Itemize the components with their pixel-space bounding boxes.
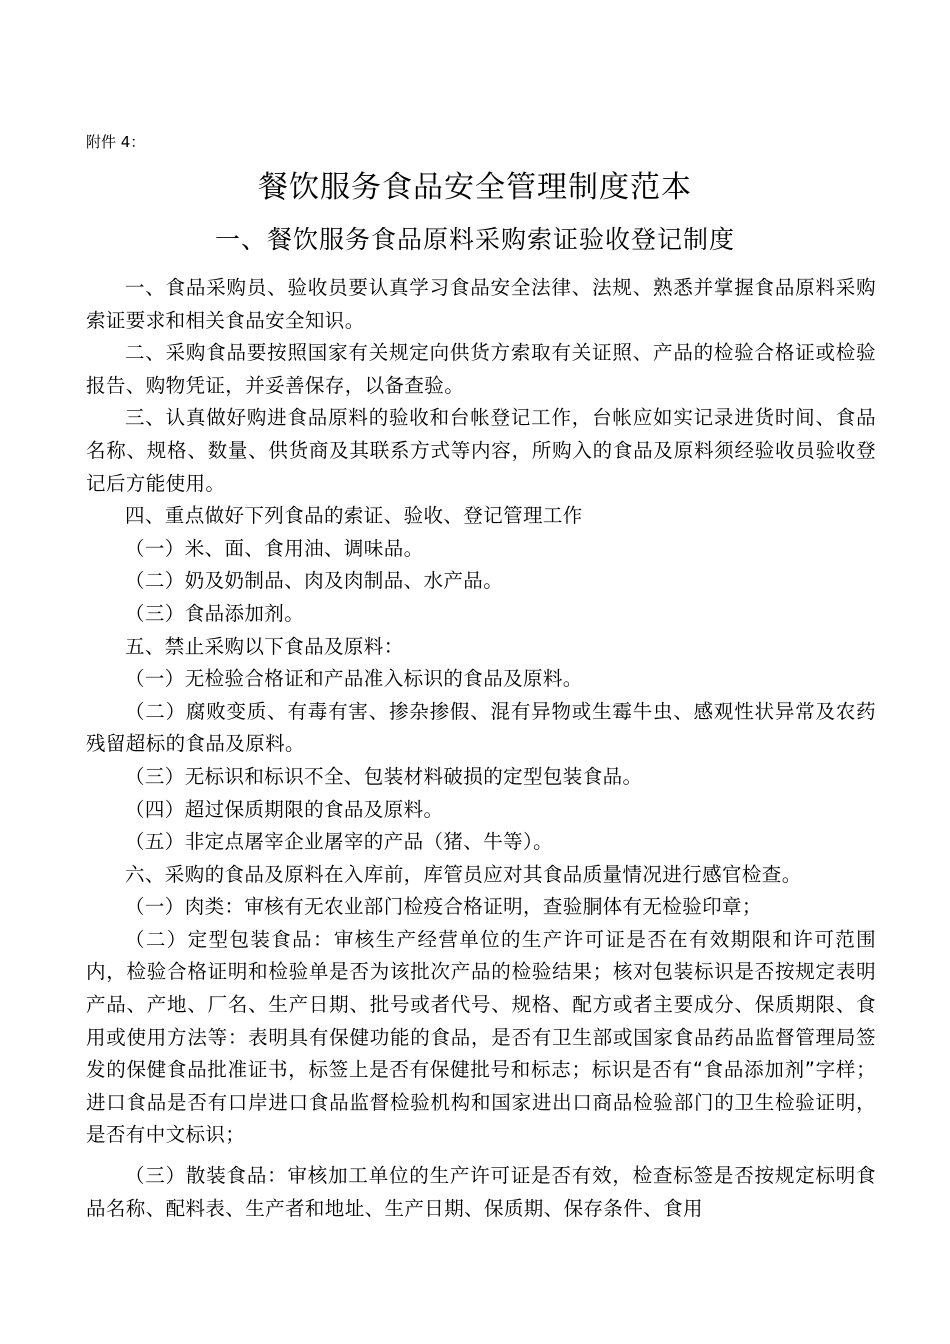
paragraph-7: （三）食品添加剂。 xyxy=(125,601,305,625)
paragraph-4: 四、重点做好下列食品的索证、验收、登记管理工作 xyxy=(125,504,583,528)
paragraph-14: 六、采购的食品及原料在入库前，库管员应对其食品质量情况进行感官检查。 xyxy=(125,862,802,886)
paragraph-6: （二）奶及奶制品、肉及肉制品、水产品。 xyxy=(125,569,504,593)
paragraph-8: 五、禁止采购以下食品及原料： xyxy=(125,634,404,658)
paragraph-12: （四）超过保质期限的食品及原料。 xyxy=(125,797,444,821)
attachment-label: 附件 4： xyxy=(86,133,146,151)
paragraph-15: （一）肉类：审核有无农业部门检疫合格证明，查验胴体有无检验印章； xyxy=(125,895,762,919)
paragraph-3: 三、认真做好购进食品原料的验收和台帐登记工作，台帐应如实记录进货时间、食品名称、规格、数量、供货商及其联系方式等内容，所购入的食品及原料须经验收员验收登记后方能使用。 xyxy=(86,406,876,495)
paragraph-13: （五）非定点屠宰企业屠宰的产品（猪、牛等）。 xyxy=(125,830,554,854)
document-body xyxy=(86,272,876,1225)
paragraph-2: 二、采购食品要按照国家有关规定向供货方索取有关证照、产品的检验合格证或检验报告、购物凭证，并妥善保存，以备查验。 xyxy=(86,341,876,397)
paragraph-10: （二）腐败变质、有毒有害、掺杂掺假、混有异物或生霉牛虫、感观性状异常及农药残留超标的食品及原料。 xyxy=(86,699,876,756)
paragraph-16: （二）定型包装食品：审核生产经营单位的生产许可证是否在有效期限和许可范围内，检验合格证明和检验单是否为该批次产品的检验结果；核对包装标识是否按规定表明产品、产地、厂名、生产日期、批号或者代号、规格、配方或者主要成分、保质期限、食用或使用方法等：表明具有保健功能的食品，是否有卫生部或国家食品药品监督管理局签发的保健食品批准证书，标签上是否有保健批号和标志；标识是否有“食品添加剂”字样；进口食品是否有口岸进口食品监督检验机构和国家进出口商品检验部门的卫生检验证明，是否有中文标识； xyxy=(86,927,876,1147)
paragraph-9: （一）无检验合格证和产品准入标识的食品及原料。 xyxy=(125,667,583,691)
paragraph-1: 一、食品采购员、验收员要认真学习食品安全法律、法规、熟悉并掌握食品原料采购索证要求和相关食品安全知识。 xyxy=(86,276,876,332)
paragraph-11: （三）无标识和标识不全、包装材料破损的定型包装食品。 xyxy=(125,764,643,788)
paragraph-5: （一）米、面、食用油、调味品。 xyxy=(125,536,424,560)
document-title: 餐饮服务食品安全管理制度范本 xyxy=(258,170,692,205)
section-heading: 一、餐饮服务食品原料采购索证验收登记制度 xyxy=(214,225,735,254)
paragraph-17: （三）散装食品：审核加工单位的生产许可证是否有效，检查标签是否按规定标明食品名称、配料表、生产者和地址、生产日期、保质期、保存条件、食用 xyxy=(86,1164,876,1220)
